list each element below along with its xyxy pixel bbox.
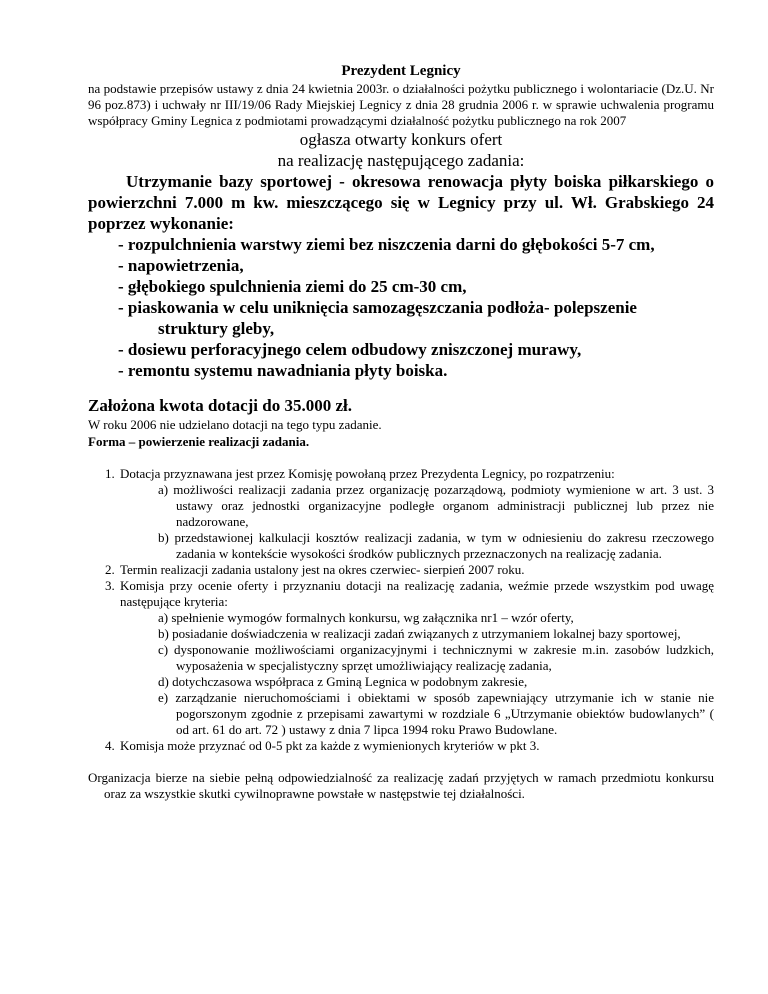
subitem-label: e) [158,690,169,705]
criterion-subitem [158,610,714,626]
criterion-subitem [158,642,714,674]
announcement-line-2: na realizację następującego zadania: [277,151,525,170]
subitem-text: spełnienie wymogów formalnych konkursu, wg załącznika nr1 – wzór oferty, [171,610,574,625]
work-item: - rozpulchnienia warstwy ziemi bez niszczenia darni do głębokości 5-7 cm, [118,235,655,254]
works-list [88,234,714,381]
legal-basis: na podstawie przepisów ustawy z dnia 24 kwietnia 2003r. o działalności pożytku publicznego i wolontariacie (Dz.U. Nr 96 poz.873) i uchwały nr III/19/06 Rady Miejskiej Legnicy z dnia 28 grudnia 2006 r. w sprawie uchwalenia programu współpracy Gminy Legnica z podmiotami prowadzącymi działalność pożytku publicznego na rok 2007 [88,81,714,128]
task-description [88,171,714,234]
condition-text: Komisja przy ocenie oferty i przyznaniu dotacji na realizację zadania, weźmie przede wszystkim pod uwagę następujące kryteria: [120,578,714,609]
announcement-line-1: ogłasza otwarty konkurs ofert [299,130,503,149]
work-item-continuation: struktury gleby, [158,319,275,338]
condition-subitems [120,482,714,562]
condition-item [118,738,714,754]
condition-text: Dotacja przyznawana jest przez Komisję powołaną przez Prezydenta Legnicy, po rozpatrzeniu: [120,466,615,481]
subitem-label: b) [158,626,169,641]
criteria-subitems [120,610,714,738]
document-title: Prezydent Legnicy [341,63,461,79]
condition-subitem [158,482,714,530]
condition-item [118,578,714,738]
subitem-label: b) [158,530,169,545]
work-item [118,297,714,339]
document-page [88,62,714,802]
subitem-label: a) [158,610,169,625]
subitem-text: możliwości realizacji zadania przez organizację pozarządową, podmioty wymienione w art. 3 ust. 3 ustawy oraz jednostki organizacyjne podległe organom administracji publicznej lub przez nie nadzorowane, [173,482,715,529]
subitem-text: przedstawionej kalkulacji kosztów realizacji zadania, w tym w odniesieniu do zakresu rzeczowego zadania w kontekście wysokości środków publicznych przeznaczonych na realizację zadania. [174,530,715,561]
work-item: - napowietrzenia, [118,256,244,275]
conditions-list [88,466,714,754]
condition-subitem [158,530,714,562]
work-item-text: - piaskowania w celu uniknięcia samozagęszczania podłoża- polepszenie [118,298,637,317]
criterion-subitem [158,626,714,642]
work-item: - dosiewu perforacyjnego celem odbudowy zniszczonej murawy, [118,340,582,359]
closing-statement: Organizacja bierze na siebie pełną odpowiedzialność za realizację zadań przyjętych w ramach przedmiotu konkursu oraz za wszystkie skutki cywilnoprawne powstałe w następstwie tej działalności. [88,770,714,801]
condition-item [118,466,714,562]
subitem-label: a) [158,482,169,497]
criterion-subitem [158,690,714,738]
work-item: - remontu systemu nawadniania płyty boiska. [118,361,448,380]
subitem-label: c) [158,642,169,657]
subitem-text: dysponowanie możliwościami organizacyjnymi i technicznymi w zakresie m.in. zasobów ludzkich, wyposażenia w specjalistyczny sprzęt umożliwiający realizację zadania, [173,642,714,673]
no-grant-note: W roku 2006 nie udzielano dotacji na tego typu zadanie. [88,417,382,432]
subitem-text: posiadanie doświadczenia w realizacji zadań związanych z utrzymaniem lokalnej bazy sportowej, [172,626,681,641]
subitem-label: d) [158,674,169,689]
subitem-text: zarządzanie nieruchomościami i obiektami w sposób zapewniający utrzymanie ich w stanie nie pogorszonym zgodnie z przepisami zawartymi w rozdziale 6 „Utrzymanie obiektów budowlanych” ( od art. 61 do art. 72 ) ustawy z dnia 7 lipca 1994 roku Prawo Budowlane. [175,690,714,737]
grant-amount: Założona kwota dotacji do 35.000 zł. [88,396,352,415]
criterion-subitem [158,674,714,690]
work-item: - głębokiego spulchnienia ziemi do 25 cm-30 cm, [118,277,467,296]
condition-text: Komisja może przyznać od 0-5 pkt za każde z wymienionych kryteriów w pkt 3. [120,738,540,753]
condition-text: Termin realizacji zadania ustalony jest na okres czerwiec- sierpień 2007 roku. [120,562,525,577]
condition-item [118,562,714,578]
subitem-text: dotychczasowa współpraca z Gminą Legnica w podobnym zakresie, [172,674,528,689]
task-intro: Utrzymanie bazy sportowej - okresowa renowacja płyty boiska piłkarskiego o powierzchni 7.000 m kw. mieszczącego się w Legnicy przy ul. Wł. Grabskiego 24 poprzez wykonanie: [88,172,714,233]
task-form: Forma – powierzenie realizacji zadania. [88,434,310,449]
